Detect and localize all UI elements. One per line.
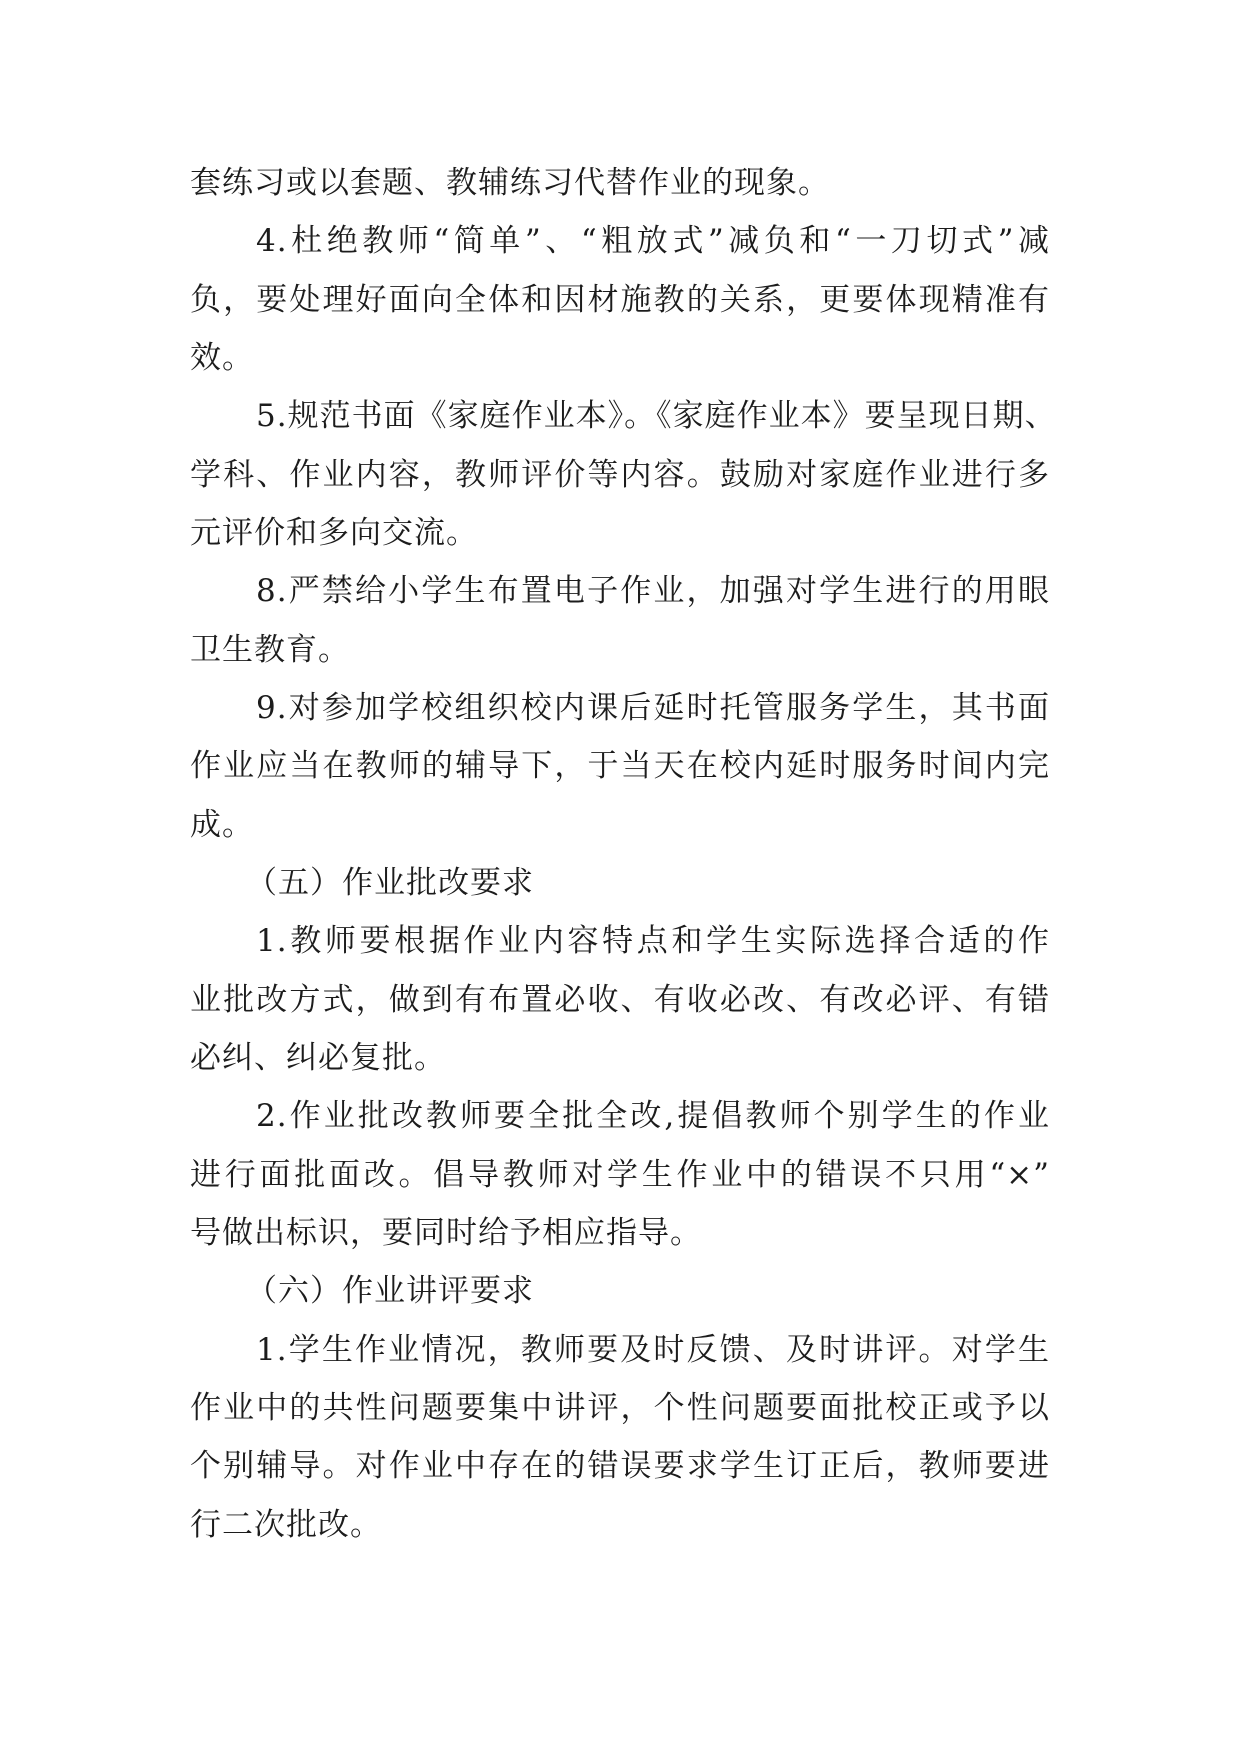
section-heading-text: （五）作业批改要求 xyxy=(246,864,534,901)
section-heading xyxy=(190,854,1050,912)
paragraph-line: 负，要处理好面向全体和因材施教的关系，更要体现精准有 xyxy=(190,281,1050,318)
paragraph-line: 作业应当在教师的辅导下，于当天在校内延时服务时间内完 xyxy=(190,748,1050,785)
paragraph xyxy=(190,679,1050,854)
paragraph-line: 元评价和多向交流。 xyxy=(190,514,478,551)
paragraph-line: 8.严禁给小学生布置电子作业，加强对学生进行的用眼 xyxy=(256,573,1050,610)
paragraph-line: 学科、作业内容，教师评价等内容。鼓励对家庭作业进行多 xyxy=(190,456,1050,493)
paragraph xyxy=(190,912,1050,1087)
paragraph-line: 1.学生作业情况，教师要及时反馈、及时讲评。对学生 xyxy=(256,1331,1050,1368)
paragraph-line: 作业中的共性问题要集中讲评，个性问题要面批校正或予以 xyxy=(190,1389,1050,1426)
paragraph-line: 个别辅导。对作业中存在的错误要求学生订正后，教师要进 xyxy=(190,1448,1050,1485)
paragraph-line: 4.杜绝教师“简单”、“粗放式”减负和“一刀切式”减 xyxy=(256,223,1050,260)
paragraph-line: 9.对参加学校组织校内课后延时托管服务学生，其书面 xyxy=(256,689,1050,726)
paragraph-line: 卫生教育。 xyxy=(190,631,350,668)
paragraph-line: 业批改方式，做到有布置必收、有收必改、有改必评、有错 xyxy=(190,981,1050,1018)
paragraph-line: 成。 xyxy=(190,806,254,843)
section-heading xyxy=(190,1262,1050,1320)
paragraph-line: 必纠、纠必复批。 xyxy=(190,1039,446,1076)
paragraph-line: 号做出标识，要同时给予相应指导。 xyxy=(190,1214,702,1251)
paragraph-line: 行二次批改。 xyxy=(190,1506,382,1543)
paragraph-line: 5.规范书面《家庭作业本》。《家庭作业本》要呈现日期、 xyxy=(256,398,1057,435)
paragraph-line: 进行面批面改。倡导教师对学生作业中的错误不只用“×” xyxy=(190,1156,1050,1193)
document-body xyxy=(190,154,1057,1554)
paragraph-line: 套练习或以套题、教辅练习代替作业的现象。 xyxy=(190,165,830,201)
paragraph-line: 效。 xyxy=(190,339,254,376)
paragraph-line: 1.教师要根据作业内容特点和学生实际选择合适的作 xyxy=(256,923,1050,960)
paragraph xyxy=(190,212,1050,387)
paragraph xyxy=(190,154,1050,212)
paragraph xyxy=(190,562,1050,679)
paragraph xyxy=(190,1087,1050,1262)
paragraph-line: 2.作业批改教师要全批全改,提倡教师个别学生的作业 xyxy=(256,1098,1050,1135)
paragraph xyxy=(190,387,1057,562)
paragraph xyxy=(190,1321,1050,1554)
section-heading-text: （六）作业讲评要求 xyxy=(246,1273,534,1310)
